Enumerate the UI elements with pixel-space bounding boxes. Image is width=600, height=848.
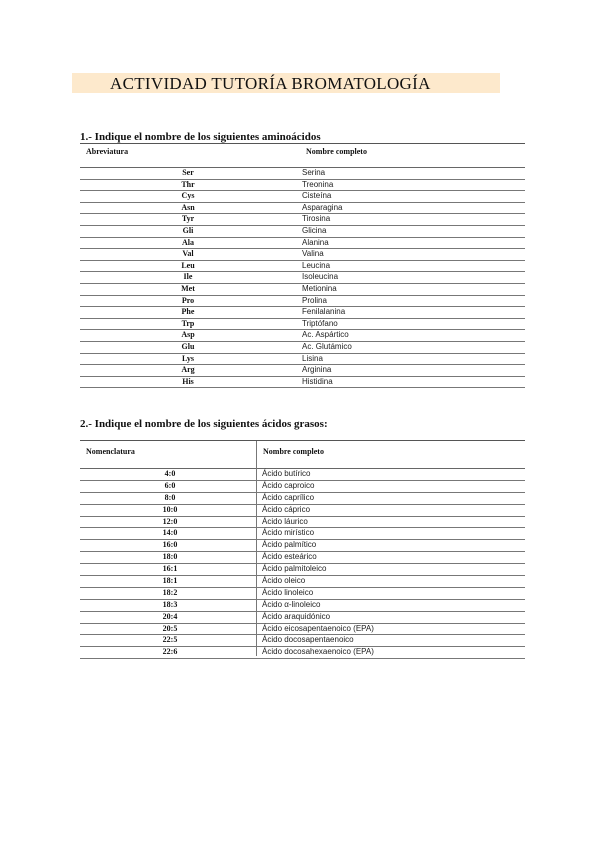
row-full-name: Isoleucina — [302, 272, 339, 282]
table-header — [80, 144, 525, 168]
table-row — [80, 635, 525, 647]
row-full-name: Ac. Aspártico — [302, 330, 349, 340]
row-abbreviation: Phe — [181, 307, 195, 317]
table-row — [80, 203, 525, 215]
page-title: ACTIVIDAD TUTORÍA BROMATOLOGÍA — [110, 74, 431, 93]
table-row — [80, 505, 525, 517]
table-body — [80, 168, 525, 388]
table-row — [80, 261, 525, 273]
row-full-name: Ácido docosahexaenoico (EPA) — [262, 647, 374, 657]
column-header-full-name: Nombre completo — [263, 447, 324, 456]
table-row — [80, 319, 525, 331]
row-abbreviation: Arg — [181, 365, 195, 375]
row-full-name: Ácido caproico — [262, 480, 315, 490]
table-row — [80, 249, 525, 261]
table-row — [80, 600, 525, 612]
row-abbreviation: Tyr — [181, 214, 195, 224]
table-row — [80, 330, 525, 342]
row-full-name: Tirosina — [302, 214, 331, 224]
table-row — [80, 540, 525, 552]
column-header-full-name: Nombre completo — [306, 147, 367, 156]
row-full-name: Ácido α-linoleico — [262, 599, 321, 609]
amino-acid-table — [80, 143, 525, 393]
row-abbreviation: Met — [181, 283, 195, 293]
row-full-name: Ácido linoleico — [262, 587, 314, 597]
row-full-name: Ácido docosapentaenoico — [262, 635, 354, 645]
row-abbreviation: Trp — [181, 318, 195, 328]
row-abbreviation: Asn — [181, 202, 195, 212]
row-full-name: Treonina — [302, 179, 334, 189]
row-full-name: Prolina — [302, 295, 327, 305]
row-abbreviation: Leu — [181, 260, 195, 270]
row-full-name: Ácido láurico — [262, 516, 308, 526]
row-abbreviation: Thr — [181, 179, 195, 189]
row-abbreviation: 4:0 — [164, 469, 176, 478]
row-full-name: Alanina — [302, 237, 329, 247]
table-row — [80, 647, 525, 659]
table-row — [80, 296, 525, 308]
row-full-name: Ácido eicosapentaenoico (EPA) — [262, 623, 374, 633]
row-abbreviation: Glu — [181, 341, 195, 351]
row-full-name: Ácido oleico — [262, 576, 306, 586]
row-abbreviation: Asp — [181, 330, 195, 340]
row-abbreviation: 18:3 — [162, 599, 178, 609]
table-row — [80, 612, 525, 624]
table-row — [80, 576, 525, 588]
table-row — [80, 624, 525, 636]
table-row — [80, 517, 525, 529]
row-abbreviation: 18:2 — [162, 587, 178, 597]
row-abbreviation: Ser — [182, 168, 194, 177]
table-body — [80, 469, 525, 659]
row-full-name: Asparagina — [302, 202, 343, 212]
table-row — [80, 564, 525, 576]
table-row — [80, 307, 525, 319]
row-full-name: Ácido araquidónico — [262, 611, 331, 621]
row-abbreviation: His — [182, 376, 194, 386]
table-row — [80, 238, 525, 250]
table-row — [80, 284, 525, 296]
row-full-name: Serina — [302, 168, 326, 177]
row-full-name: Ac. Glutámico — [302, 341, 352, 351]
column-header-nomenclature: Nomenclatura — [86, 447, 135, 456]
row-full-name: Valina — [302, 249, 324, 259]
section2-heading: 2.- Indique el nombre de los siguientes ácidos grasos: — [80, 418, 328, 430]
row-abbreviation: 20:4 — [162, 611, 178, 621]
table-row — [80, 528, 525, 540]
table-row — [80, 168, 525, 180]
table-row — [80, 469, 525, 481]
row-abbreviation: 14:0 — [162, 528, 178, 538]
fatty-acid-table — [80, 440, 525, 656]
row-abbreviation: 18:1 — [162, 576, 178, 586]
row-full-name: Fenilalanina — [302, 307, 346, 317]
row-abbreviation: 20:5 — [162, 623, 178, 633]
row-full-name: Lisina — [302, 353, 323, 363]
row-full-name: Ácido palmítico — [262, 540, 317, 550]
row-abbreviation: Val — [182, 249, 194, 259]
row-full-name: Leucina — [302, 260, 331, 270]
table-row — [80, 226, 525, 238]
table-row — [80, 481, 525, 493]
row-abbreviation: 22:5 — [162, 635, 178, 645]
section1-heading: 1.- Indique el nombre de los siguientes aminoácidos — [80, 131, 321, 143]
table-row — [80, 354, 525, 366]
table-row — [80, 214, 525, 226]
row-abbreviation: Cys — [181, 191, 195, 201]
row-abbreviation: 8:0 — [164, 492, 176, 502]
row-abbreviation: 16:0 — [162, 540, 178, 550]
row-abbreviation: 22:6 — [162, 647, 178, 657]
row-abbreviation: Ile — [183, 272, 193, 282]
table-row — [80, 365, 525, 377]
row-full-name: Triptófano — [302, 318, 338, 328]
row-full-name: Ácido esteárico — [262, 552, 317, 562]
row-full-name: Arginina — [302, 365, 332, 375]
table-row — [80, 191, 525, 203]
row-abbreviation: Lys — [181, 353, 194, 363]
table-row — [80, 493, 525, 505]
row-full-name: Ácido butírico — [262, 469, 311, 478]
row-full-name: Glicina — [302, 225, 327, 235]
row-full-name: Ácido cáprico — [262, 504, 311, 514]
table-row — [80, 180, 525, 192]
row-abbreviation: Ala — [182, 237, 194, 247]
table-row — [80, 342, 525, 354]
row-full-name: Ácido palmitoleico — [262, 564, 327, 574]
table-row — [80, 377, 525, 389]
row-abbreviation: 16:1 — [162, 564, 178, 574]
row-abbreviation: 6:0 — [164, 480, 176, 490]
row-full-name: Cisteína — [302, 191, 332, 201]
row-abbreviation: 18:0 — [162, 552, 178, 562]
row-full-name: Histidina — [302, 376, 333, 386]
table-row — [80, 552, 525, 564]
table-row — [80, 272, 525, 284]
row-full-name: Metionina — [302, 283, 337, 293]
row-abbreviation: 10:0 — [162, 504, 178, 514]
table-row — [80, 588, 525, 600]
row-full-name: Ácido mirístico — [262, 528, 315, 538]
column-header-abbreviation: Abreviatura — [86, 147, 129, 156]
row-abbreviation: 12:0 — [162, 516, 178, 526]
row-abbreviation: Gli — [182, 225, 194, 235]
row-full-name: Ácido caprílico — [262, 492, 315, 502]
table-header — [80, 441, 525, 469]
row-abbreviation: Pro — [181, 295, 195, 305]
